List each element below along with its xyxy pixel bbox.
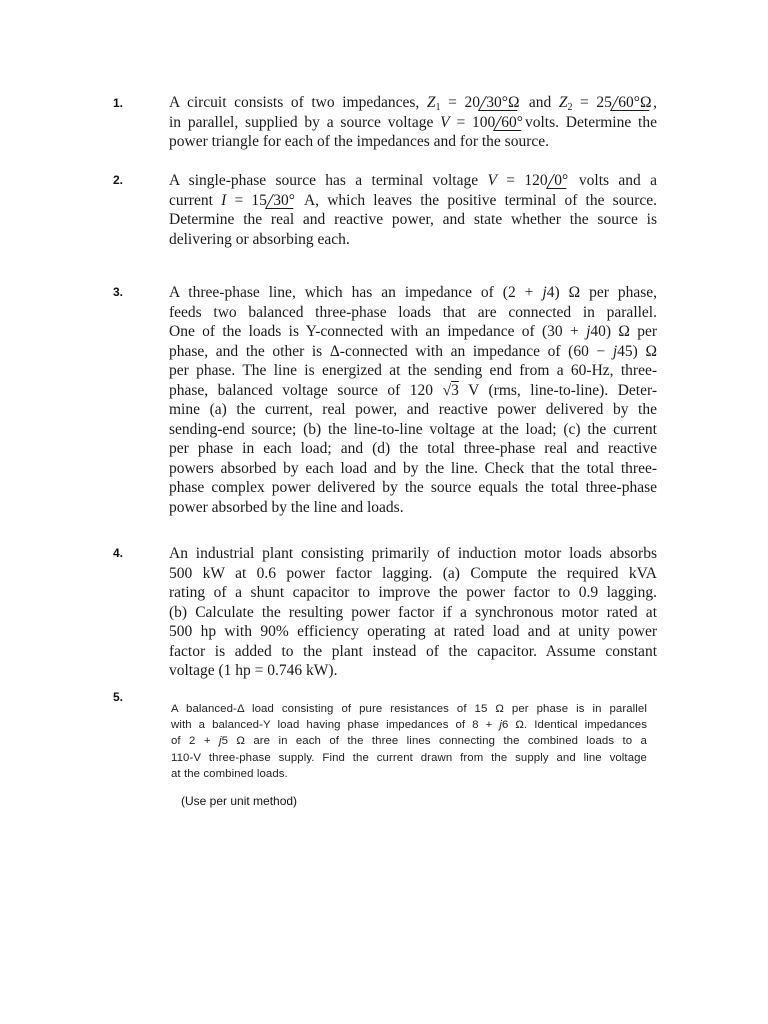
problem-1-text bbox=[169, 93, 657, 152]
problem-line: phase, and the other is Δ-connected with an impedance of (60 − j45) Ω bbox=[169, 342, 657, 360]
problem-line: A three-phase line, which has an impedance of (2 + j4) Ω per phase, bbox=[169, 284, 657, 301]
problem-line: A balanced-Δ load consisting of pure resistances of 15 Ω per phase is in parallel bbox=[171, 703, 647, 715]
problem-line: at the combined loads. bbox=[171, 767, 288, 780]
problem-line: phase, balanced voltage source of 120 √3 V (rms, line-to-line). Deter- bbox=[169, 381, 657, 399]
problem-line: with a balanced-Y load having phase impedances of 8 + j6 Ω. Identical impedances bbox=[171, 719, 647, 732]
problem-line: 110-V three-phase supply. Find the current drawn from the supply and line voltage bbox=[171, 751, 647, 764]
problem-line: voltage (1 hp = 0.746 kW). bbox=[169, 662, 338, 679]
problem-line: power absorbed by the line and loads. bbox=[169, 498, 404, 516]
problem-5-text bbox=[171, 701, 647, 782]
problem-line: power triangle for each of the impedances and for the source. bbox=[169, 133, 550, 150]
problem-line: per phase. The line is energized at the sending end from a 60-Hz, three- bbox=[169, 362, 657, 379]
phasor-angle: 30° bbox=[265, 194, 301, 209]
problem-line: of 2 + j5 Ω are in each of the three lines connecting the combined loads to a bbox=[171, 735, 647, 748]
phasor-angle: 30°Ω bbox=[478, 96, 525, 111]
problem-line: 500 kW at 0.6 power factor lagging. (a) Compute the required kVA bbox=[169, 564, 657, 582]
phasor-angle: 60°Ω bbox=[610, 96, 657, 111]
problem-line: mine (a) the current, real power, and reactive power delivered by the bbox=[169, 401, 657, 418]
problem-line: delivering or absorbing each. bbox=[169, 230, 350, 248]
problem-line: rating of a shunt capacitor to improve the power factor to 0.9 lagging. bbox=[169, 584, 657, 601]
problem-line: One of the loads is Y-connected with an impedance of (30 + j40) Ω per bbox=[169, 323, 657, 340]
problem-line: 500 hp with 90% efficiency operating at rated load and at unity power bbox=[169, 623, 657, 640]
problem-line: Determine the real and reactive power, and state whether the source is bbox=[169, 211, 657, 228]
problem-3-text bbox=[169, 283, 657, 517]
problem-line: feeds two balanced three-phase loads that are connected in parallel. bbox=[169, 303, 657, 321]
problem-line: in parallel, supplied by a source voltage V = 100 60° volts. Determine the bbox=[169, 113, 657, 131]
method-note: (Use per unit method) bbox=[181, 794, 298, 808]
problem-line: current I = 15 30° A, which leaves the positive terminal of the source. bbox=[169, 191, 658, 209]
problem-line: phase complex power delivered by the source equals the total three-phase bbox=[169, 479, 657, 496]
problem-4-text bbox=[169, 544, 657, 681]
problem-number: 1. bbox=[113, 96, 124, 110]
problem-line: per phase in each load; and (d) the total three-phase real and reactive bbox=[169, 440, 657, 457]
problem-line: (b) Calculate the resulting power factor if a synchronous motor rated at bbox=[169, 603, 657, 621]
problem-number: 2. bbox=[113, 173, 124, 187]
problem-line: sending-end source; (b) the line-to-line voltage at the load; (c) the current bbox=[169, 420, 657, 438]
problem-line: powers absorbed by each load and by the line. Check that the total three- bbox=[169, 459, 657, 477]
problem-line: An industrial plant consisting primarily of induction motor loads absorbs bbox=[169, 545, 657, 562]
problem-number: 4. bbox=[113, 546, 124, 560]
problem-number: 5. bbox=[113, 690, 124, 704]
phasor-angle: 0° bbox=[546, 174, 574, 189]
problem-number: 3. bbox=[113, 285, 124, 299]
problem-line: factor is added to the plant instead of the capacitor. Assume constant bbox=[169, 642, 657, 660]
problem-line: A single-phase source has a terminal voltage V = 120 0° volts and a bbox=[169, 172, 657, 189]
problem-line: A circuit consists of two impedances, $Z_1 = 20$ 30°Ω and $Z_2 = 25$ 60°Ω , bbox=[169, 94, 657, 113]
problem-2-text bbox=[169, 171, 657, 249]
phasor-angle: 60° bbox=[493, 116, 529, 131]
